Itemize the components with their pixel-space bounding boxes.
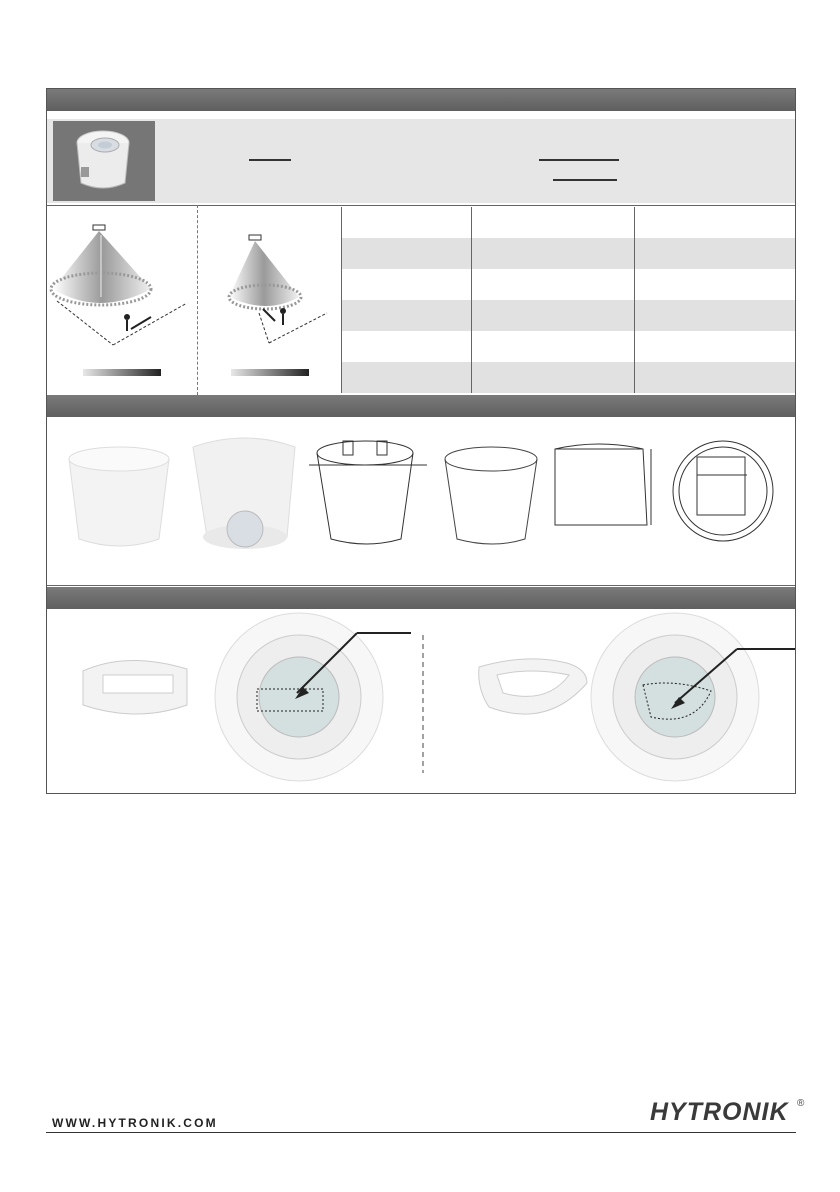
table-col-line (471, 207, 472, 393)
table-col-line (634, 207, 635, 393)
product-row (47, 119, 795, 203)
divider (47, 585, 795, 586)
table-row (341, 238, 795, 269)
section-header-bar-accessories (47, 395, 795, 417)
underline-2 (539, 159, 619, 161)
underline-1 (249, 159, 291, 161)
hytronik-logo: HYTRONIK (650, 1098, 789, 1126)
sensor-photo-icon (53, 121, 155, 201)
detection-diagrams (47, 205, 341, 395)
mounting-box-drawing-icon (47, 419, 795, 579)
spec-sheet-frame (46, 88, 796, 794)
detection-cone-diagram-icon (47, 205, 341, 395)
footer-website[interactable]: WWW.HYTRONIK.COM (52, 1116, 218, 1130)
lens-mask-icon (47, 609, 795, 789)
registered-mark: ® (797, 1098, 805, 1109)
footer-rule (46, 1132, 796, 1133)
table-row (341, 207, 795, 238)
table-row (341, 300, 795, 331)
table-row (341, 331, 795, 362)
table-col-line (341, 207, 342, 393)
section-header-bar-masks (47, 587, 795, 609)
table-row (341, 362, 795, 393)
diagram-divider (197, 205, 198, 395)
table-row (341, 269, 795, 300)
spec-table (341, 207, 795, 393)
product-photo (53, 121, 155, 201)
underline-3 (553, 179, 617, 181)
section-header-bar-product (47, 89, 795, 111)
